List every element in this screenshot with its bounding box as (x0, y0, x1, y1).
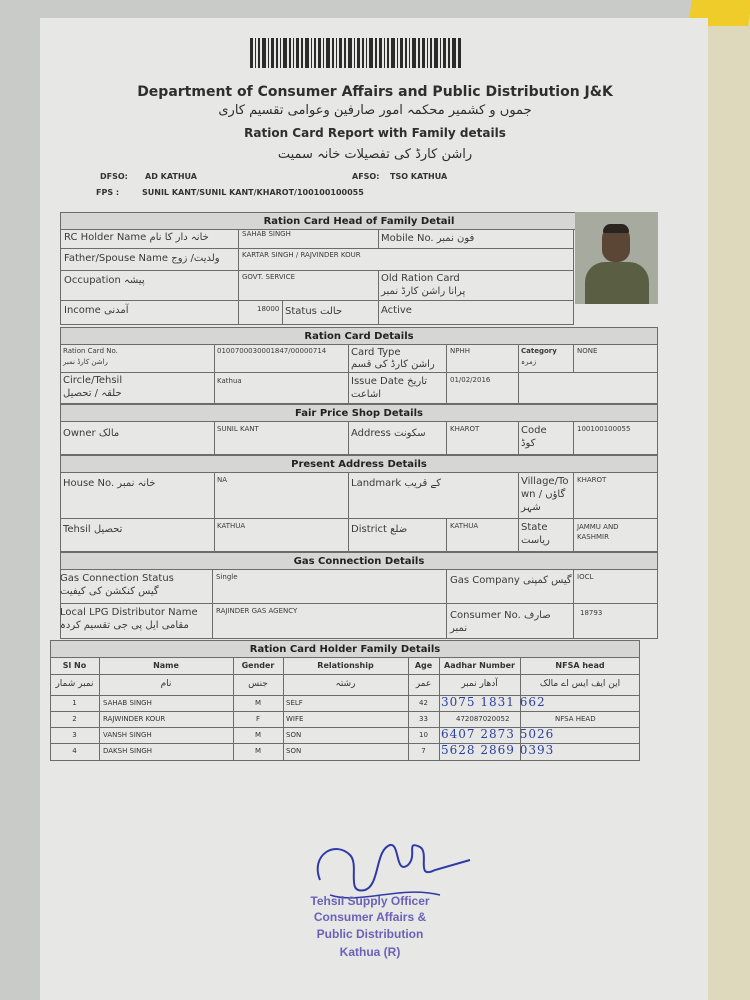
income-label: Income آمدنی (64, 305, 129, 316)
village-label-2: wn / گاؤں (521, 489, 566, 500)
rc-holder-value: SAHAB SINGH (242, 230, 291, 238)
row-3-name: VANSH SINGH (103, 731, 152, 739)
row-2-age: 33 (419, 715, 428, 723)
category-label-urdu: زمرہ (521, 358, 537, 366)
old-rc-label: Old Ration Card (381, 273, 460, 284)
gas-company-label: Gas Company گیس کمپنی (450, 575, 572, 586)
barcode-icon (250, 38, 462, 68)
col-sl: Sl No (62, 661, 87, 670)
father-value: KARTAR SINGH / RAJVINDER KOUR (242, 251, 361, 259)
col-name-urdu: نام (160, 679, 172, 689)
state-value: JAMMU AND (577, 523, 619, 531)
category-value: NONE (577, 347, 598, 355)
department-title-urdu: جموں و کشمیر محکمہ امور صارفین وعوامی تقسیم کاری (218, 103, 532, 118)
department-title: Department of Consumer Affairs and Public Distribution J&K (137, 84, 613, 100)
rc-no-label: Ration Card No. (63, 347, 118, 355)
tehsil-value: KATHUA (217, 522, 246, 530)
row-1-gender: M (254, 699, 262, 707)
col-age: Age (414, 661, 433, 670)
district-value: KATHUA (450, 522, 479, 530)
fps-label: FPS : (96, 188, 120, 197)
col-aadhar: Aadhar Number (444, 661, 515, 670)
row-4-rel: SON (286, 747, 302, 755)
owner-label: Owner مالک (63, 428, 120, 439)
house-value: NA (217, 476, 228, 484)
col-gender: Gender (241, 661, 275, 670)
col-relationship: Relationship (317, 661, 374, 670)
status-label: Status حالت (285, 306, 343, 317)
family-section-title: Ration Card Holder Family Details (50, 640, 640, 658)
old-rc-label-urdu: پرانا راشن کارڈ نمبر (381, 286, 466, 297)
col-aadhar-urdu: آدھار نمبر (461, 679, 498, 689)
distributor-value: RAJINDER GAS AGENCY (216, 607, 298, 615)
row-1-aadhar-handwritten: 3075 1831 662 (441, 695, 546, 709)
card-type-value: NPHH (450, 347, 470, 355)
state-value-2: KASHMIR (577, 533, 609, 541)
row-1-name: SAHAB SINGH (103, 699, 152, 707)
circle-label-urdu: حلقہ / تحصیل (63, 388, 122, 399)
circle-value: Kathua (217, 377, 242, 385)
afso-label: AFSO: (352, 172, 380, 181)
row-4-sl: 4 (72, 747, 77, 755)
row-3-rel: SON (286, 731, 302, 739)
row-3-aadhar-handwritten: 6407 2873 5026 (441, 727, 555, 741)
gas-status-label-urdu: گیس کنکشن کی کیفیت (60, 586, 159, 597)
report-title: Ration Card Report with Family details (244, 126, 506, 140)
gas-company-value: IOCL (577, 573, 594, 581)
row-3-gender: M (254, 731, 262, 739)
owner-value: SUNIL KANT (217, 425, 259, 433)
occupation-value: GOVT. SERVICE (242, 273, 296, 281)
consumer-label-urdu: نمبر (450, 623, 468, 634)
ration-card-section-title: Ration Card Details (60, 327, 658, 345)
stamp-line-2: Consumer Affairs & (313, 910, 427, 924)
status-value: Active (381, 305, 412, 316)
distributor-label-urdu: مقامی ایل پی جی تقسیم کردہ (60, 620, 189, 631)
stamp-line-4: Kathua (R) (339, 945, 401, 959)
occupation-label: Occupation پیشہ (64, 275, 145, 286)
village-label: Village/To (521, 476, 569, 487)
afso-value: TSO KATHUA (390, 172, 448, 181)
rc-no-label-urdu: راشن کارڈ نمبر (63, 358, 108, 366)
father-label: Father/Spouse Name ولدیت/ زوج (64, 253, 220, 264)
distributor-label: Local LPG Distributor Name (60, 607, 198, 618)
gas-status-value: Single (216, 573, 238, 581)
category-label: Category (521, 347, 557, 355)
code-value: 100100100055 (577, 425, 631, 433)
row-2-gender: F (255, 715, 261, 723)
issue-label: Issue Date تاریخ (351, 376, 428, 387)
rc-no-value: 010070003000184​7/00000714 (217, 347, 327, 355)
row-3-sl: 3 (72, 731, 77, 739)
row-4-age: 7 (421, 747, 426, 755)
col-nfsa: NFSA head (555, 661, 605, 670)
dfso-value: AD KATHUA (145, 172, 197, 181)
stamp-line-3: Public Distribution (316, 927, 424, 941)
issue-value: 01/02/2016 (450, 376, 491, 384)
code-label: Code (521, 425, 547, 436)
col-nfsa-urdu: این ایف ایس اے مالک (539, 679, 621, 689)
row-4-aadhar-handwritten: 5628 2869 0393 (441, 743, 555, 757)
head-of-family-section-title: Ration Card Head of Family Detail (60, 212, 658, 230)
state-label-urdu: ریاست (521, 535, 550, 546)
row-3-age: 10 (419, 731, 428, 739)
income-value: 18000 (257, 305, 280, 313)
state-label: State (521, 522, 548, 533)
consumer-value: 18793 (580, 609, 603, 617)
fps-address-label: Address سکونت (351, 428, 426, 439)
row-1-sl: 1 (72, 699, 77, 707)
row-2-nfsa: NFSA HEAD (555, 715, 596, 723)
address-section-title: Present Address Details (60, 455, 658, 473)
col-name: Name (153, 661, 179, 670)
mobile-label: Mobile No. فون نمبر (381, 233, 475, 244)
village-value: KHAROT (577, 476, 607, 484)
card-type-label-urdu: راشن کارڈ کی قسم (351, 359, 435, 370)
row-2-aadhar: 472087020052 (456, 715, 510, 723)
row-1-rel: SELF (286, 699, 303, 707)
col-relationship-urdu: رشتہ (335, 679, 356, 689)
village-label-3: شہر (521, 502, 541, 513)
gas-status-label: Gas Connection Status (60, 573, 174, 584)
card-type-label: Card Type (351, 347, 401, 358)
row-2-sl: 2 (72, 715, 77, 723)
circle-label: Circle/Tehsil (63, 375, 123, 386)
district-label: District ضلع (351, 524, 408, 535)
code-label-urdu: کوڈ (521, 438, 536, 449)
dfso-label: DFSO: (100, 172, 128, 181)
fps-address-value: KHAROT (450, 425, 480, 433)
holder-photo (575, 212, 658, 304)
col-gender-urdu: جنس (248, 679, 268, 689)
report-title-urdu: راشن کارڈ کی تفصیلات خانہ سمیت (277, 147, 473, 162)
col-age-urdu: عمر (415, 679, 432, 689)
fps-value: SUNIL KANT/SUNIL KANT/KHAROT/100100100055 (142, 188, 364, 197)
row-2-name: RAJWINDER KOUR (103, 715, 166, 723)
issue-label-urdu: اشاعت (351, 389, 381, 400)
row-4-name: DAKSH SINGH (103, 747, 153, 755)
row-2-rel: WIFE (286, 715, 304, 723)
row-4-gender: M (254, 747, 262, 755)
stamp-line-1: Tehsil Supply Officer (310, 894, 430, 908)
house-label: House No. خانہ نمبر (63, 478, 156, 489)
landmark-label: Landmark کے قریب (351, 478, 442, 489)
tehsil-label: Tehsil تحصیل (63, 524, 123, 535)
col-sl-urdu: نمبر شمار (55, 679, 94, 689)
gas-section-title: Gas Connection Details (60, 552, 658, 570)
row-1-age: 42 (419, 699, 428, 707)
rc-holder-label: RC Holder Name خانہ دار کا نام (64, 232, 209, 243)
consumer-label: Consumer No. صارف (450, 610, 551, 621)
fps-section-title: Fair Price Shop Details (60, 404, 658, 422)
